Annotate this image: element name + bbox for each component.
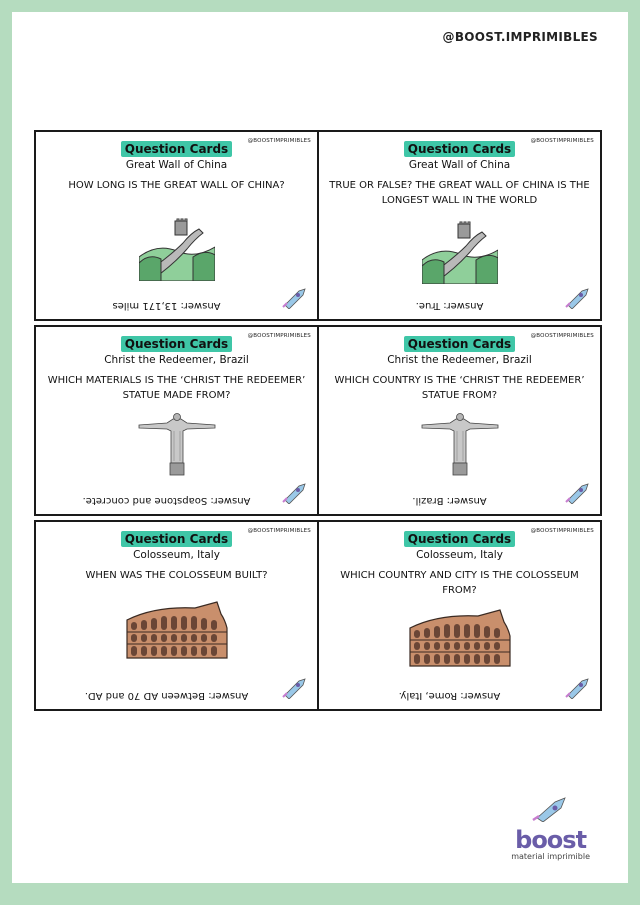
- card-topic: Christ the Redeemer, Brazil: [104, 354, 249, 366]
- great-wall-illustration: [139, 217, 215, 285]
- question-card: [34, 130, 319, 321]
- worksheet-page: [12, 12, 628, 883]
- rocket-icon: [564, 675, 592, 703]
- logo-subtitle: material imprimible: [511, 852, 590, 861]
- card-answer: Answer: Rome, Italy.: [398, 690, 501, 701]
- card-answer: Answer: Brazil.: [412, 495, 487, 506]
- card-handle: @BOOSTIMPRIMIBLES: [530, 138, 594, 144]
- card-topic: Colosseum, Italy: [133, 549, 220, 561]
- great-wall-illustration: [422, 220, 498, 288]
- card-question: WHICH MATERIALS IS THE ‘CHRIST THE REDEEMER’ STATUE MADE FROM?: [47, 375, 306, 401]
- card-answer: Answer: 13,171 miles: [112, 300, 221, 311]
- logo-wordmark: boost: [515, 826, 587, 854]
- card-sheet: [34, 130, 604, 703]
- rocket-icon: [281, 675, 309, 703]
- card-topic: Great Wall of China: [408, 159, 511, 171]
- card-header: Question Cards: [404, 531, 515, 547]
- question-card: [34, 520, 319, 711]
- christ-statue-illustration: [137, 413, 217, 481]
- rocket-icon: [281, 285, 309, 313]
- card-topic: Great Wall of China: [125, 159, 228, 171]
- question-card: [34, 325, 319, 516]
- card-question: WHICH COUNTRY AND CITY IS THE COLOSSEUM FROM?: [340, 570, 579, 596]
- rocket-icon: [564, 480, 592, 508]
- card-handle: @BOOSTIMPRIMIBLES: [530, 528, 594, 534]
- card-header: Question Cards: [121, 336, 232, 352]
- card-answer: Answer: Between AD 70 and AD.: [84, 690, 249, 701]
- rocket-icon: [564, 285, 592, 313]
- card-handle: @BOOSTIMPRIMIBLES: [530, 333, 594, 339]
- card-answer: Answer: True.: [415, 300, 484, 311]
- card-question: WHEN WAS THE COLOSSEUM BUILT?: [85, 570, 268, 581]
- colosseum-illustration: [408, 606, 512, 676]
- card-header: Question Cards: [404, 141, 515, 157]
- card-question: WHICH COUNTRY IS THE ‘CHRIST THE REDEEMER’ STATUE FROM?: [334, 375, 585, 401]
- card-answer: Answer: Soapstone and concrete.: [82, 495, 251, 506]
- christ-statue-illustration: [420, 413, 500, 481]
- card-topic: Christ the Redeemer, Brazil: [387, 354, 532, 366]
- card-header: Question Cards: [121, 531, 232, 547]
- top-handle: @BOOST.IMPRIMIBLES: [442, 30, 598, 44]
- rocket-icon: [281, 480, 309, 508]
- card-handle: @BOOSTIMPRIMIBLES: [247, 138, 311, 144]
- card-question: TRUE OR FALSE? THE GREAT WALL OF CHINA IS THE LONGEST WALL IN THE WORLD: [329, 180, 590, 206]
- question-card: [317, 130, 602, 321]
- card-header: Question Cards: [121, 141, 232, 157]
- card-topic: Colosseum, Italy: [416, 549, 503, 561]
- question-card: [317, 325, 602, 516]
- rocket-icon: [511, 796, 590, 826]
- colosseum-illustration: [125, 598, 229, 668]
- boost-logo: [511, 796, 590, 861]
- card-question: HOW LONG IS THE GREAT WALL OF CHINA?: [68, 180, 285, 191]
- question-card: [317, 520, 602, 711]
- card-handle: @BOOSTIMPRIMIBLES: [247, 528, 311, 534]
- card-handle: @BOOSTIMPRIMIBLES: [247, 333, 311, 339]
- card-header: Question Cards: [404, 336, 515, 352]
